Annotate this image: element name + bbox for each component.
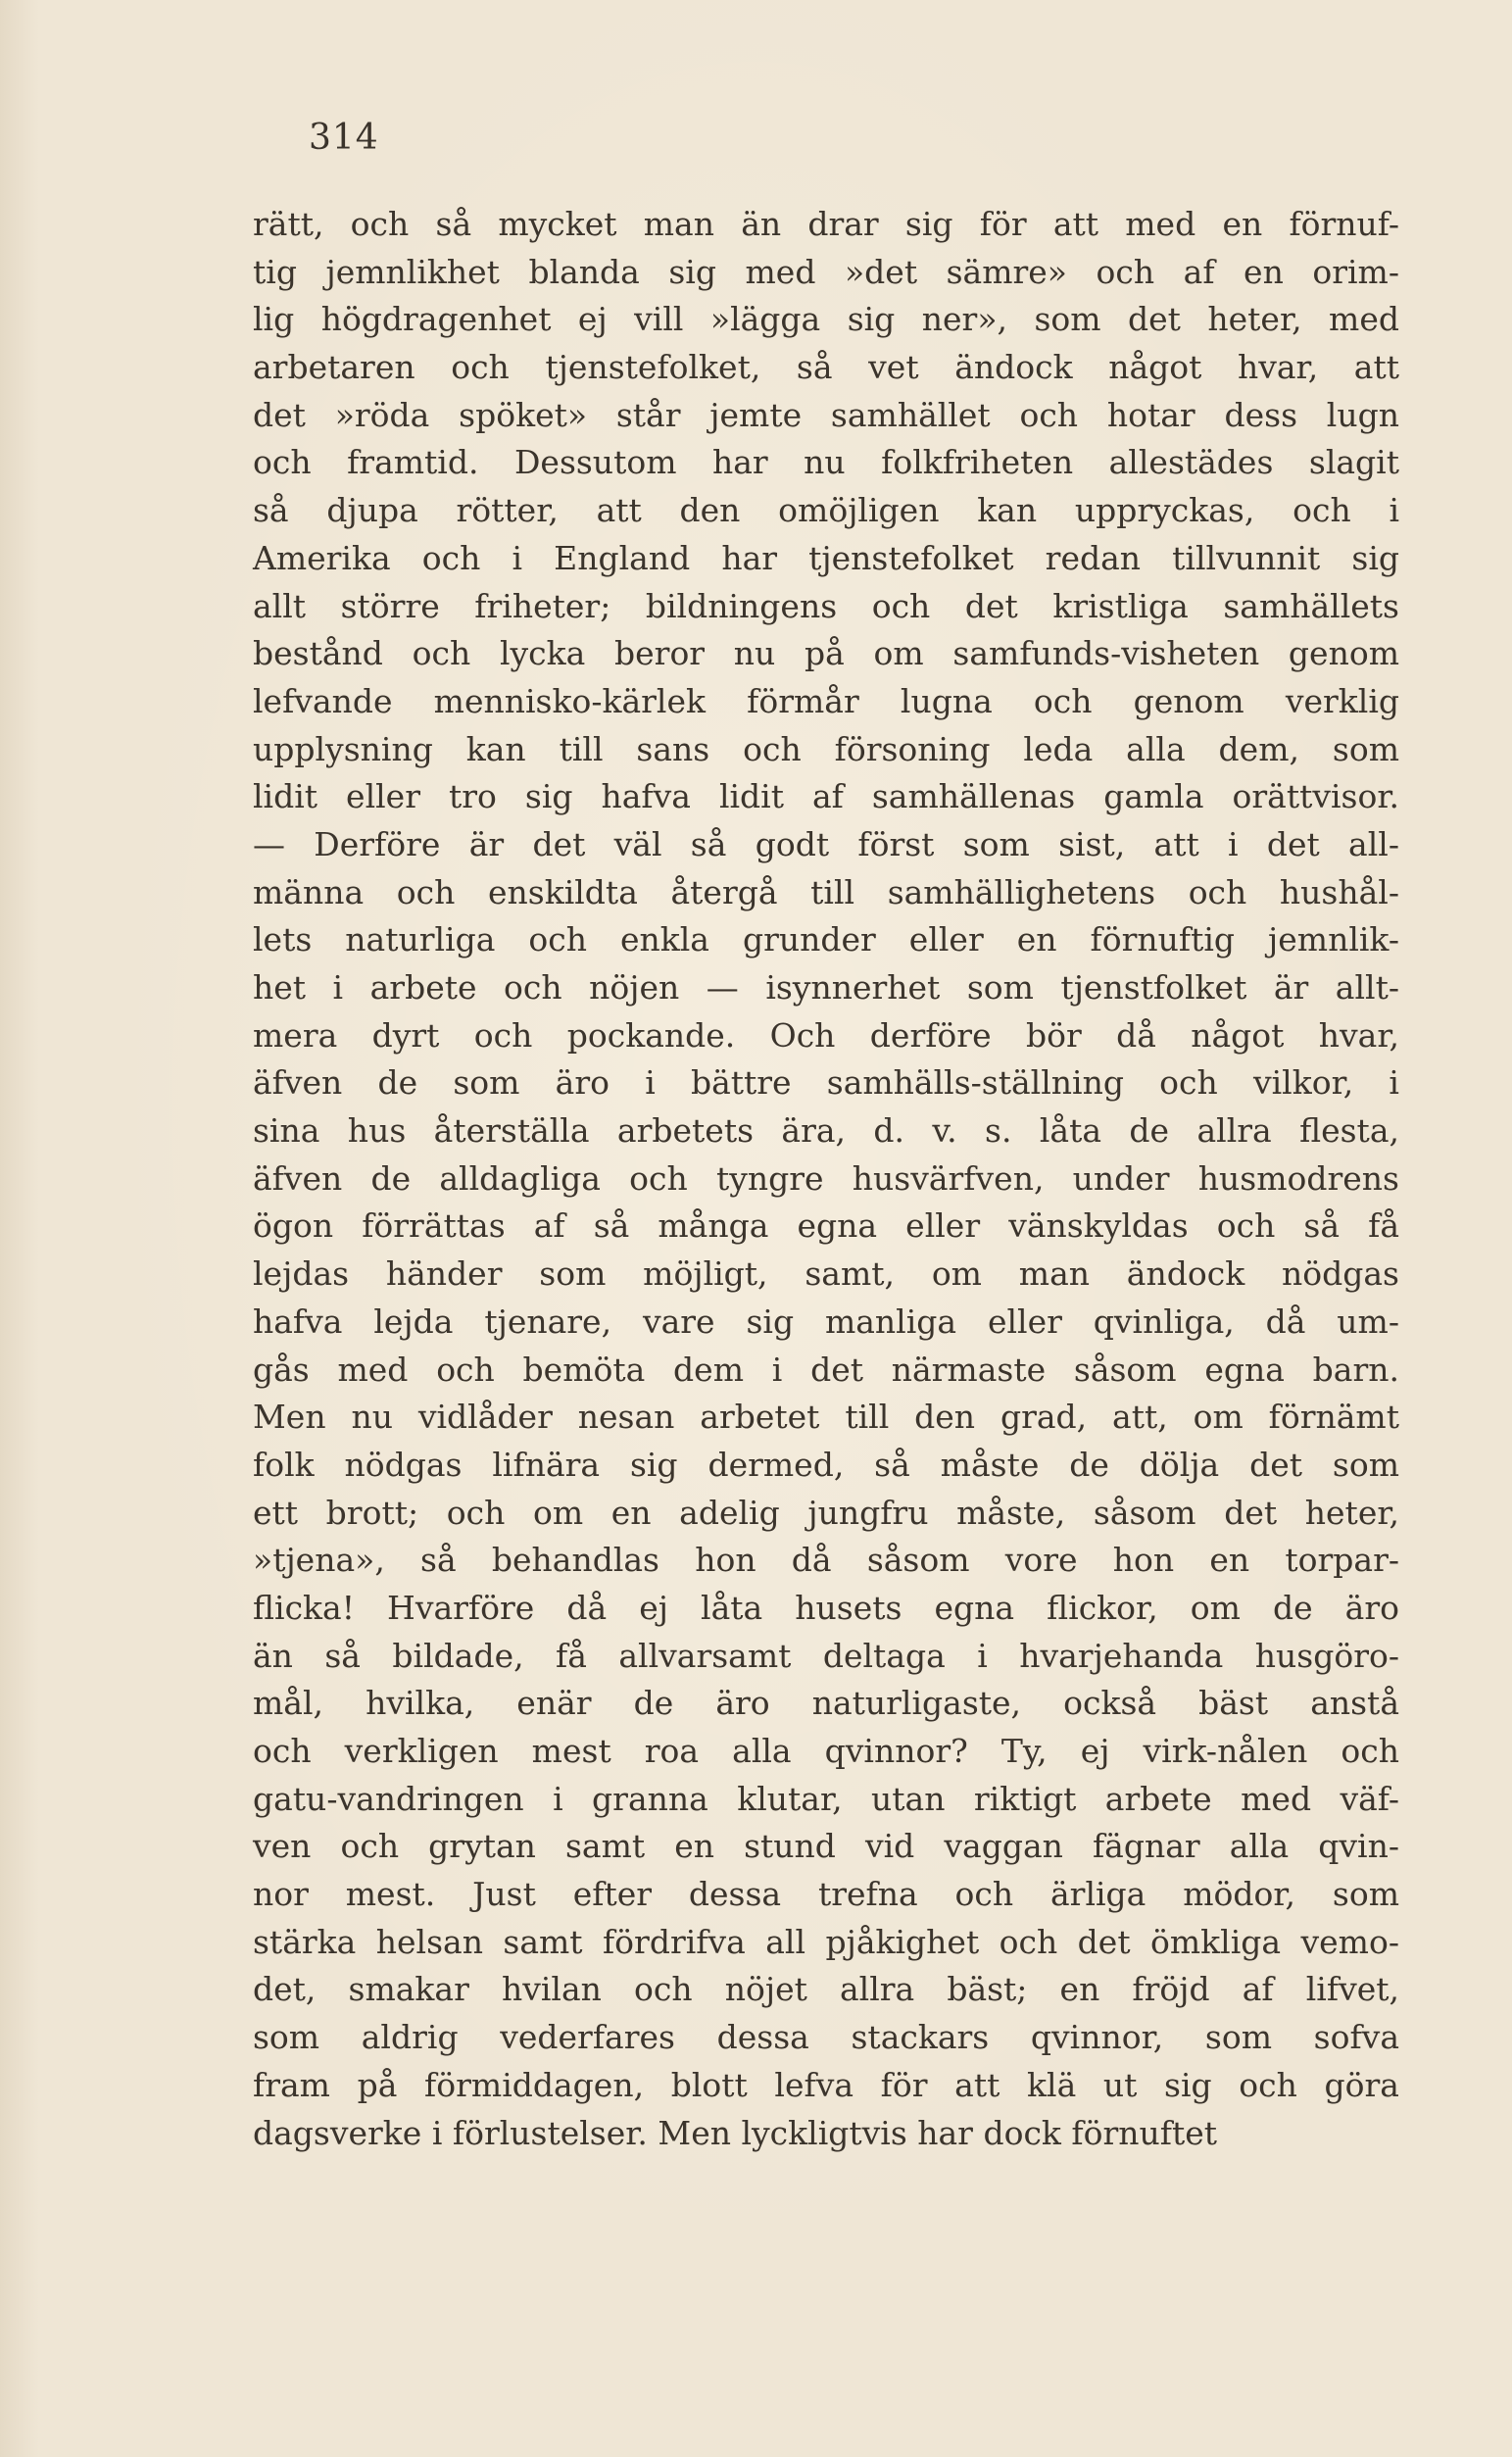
text-line: fram på förmiddagen, blott lefva för att klä ut sig och göra bbox=[253, 2065, 1399, 2104]
text-line: folk nödgas lifnära sig dermed, så måste de dölja det som bbox=[253, 1445, 1399, 1484]
text-line: Amerika och i England har tjenstefolket redan tillvunnit sig bbox=[253, 538, 1399, 577]
text-line: nor mest. Just efter dessa trefna och ärliga mödor, som bbox=[253, 1875, 1399, 1914]
text-line: lets naturliga och enkla grunder eller en förnuftig jemnlik- bbox=[253, 920, 1399, 959]
text-line: äfven de som äro i bättre samhälls-ställning och vilkor, i bbox=[253, 1063, 1399, 1103]
text-line: het i arbete och nöjen — isynnerhet som tjenstfolket är allt- bbox=[253, 968, 1399, 1007]
text-line: lidit eller tro sig hafva lidit af samhällenas gamla orättvisor. bbox=[253, 777, 1399, 816]
text-line: ett brott; och om en adelig jungfru måste, såsom det heter, bbox=[253, 1493, 1399, 1532]
text-line: gås med och bemöta dem i det närmaste såsom egna barn. bbox=[253, 1350, 1399, 1389]
text-line: allt större friheter; bildningens och det kristliga samhällets bbox=[253, 586, 1399, 625]
text-line: mera dyrt och pockande. Och derföre bör då något hvar, bbox=[253, 1015, 1399, 1055]
text-line: upplysning kan till sans och försoning leda alla dem, som bbox=[253, 729, 1399, 768]
text-line: som aldrig vederfares dessa stackars qvinnor, som sofva bbox=[253, 2018, 1399, 2057]
text-line: gatu-vandringen i granna klutar, utan riktigt arbete med väf- bbox=[253, 1779, 1399, 1818]
text-line: och verkligen mest roa alla qvinnor? Ty, ej virk-nålen och bbox=[253, 1732, 1399, 1770]
text-line: äfven de alldagliga och tyngre husvärfven, under husmodrens bbox=[253, 1158, 1399, 1198]
text-line: rätt, och så mycket man än drar sig för att med en förnuf- bbox=[253, 205, 1399, 243]
text-line: arbetaren och tjenstefolket, så vet ändock något hvar, att bbox=[253, 348, 1399, 387]
page-number: 314 bbox=[309, 118, 379, 158]
body-text bbox=[253, 201, 1399, 2157]
text-line: och framtid. Dessutom har nu folkfriheten allestädes slagit bbox=[253, 443, 1399, 482]
text-line: ven och grytan samt en stund vid vaggan fägnar alla qvin- bbox=[253, 1827, 1399, 1866]
text-line: det »röda spöket» står jemte samhället och hotar dess lugn bbox=[253, 395, 1399, 434]
text-line: så djupa rötter, att den omöjligen kan uppryckas, och i bbox=[253, 491, 1399, 530]
text-line: Men nu vidlåder nesan arbetet till den grad, att, om förnämt bbox=[253, 1398, 1399, 1437]
text-line: »tjena», så behandlas hon då såsom vore hon en torpar- bbox=[253, 1541, 1399, 1580]
text-line: bestånd och lycka beror nu på om samfunds-visheten genom bbox=[253, 634, 1399, 673]
text-line: mål, hvilka, enär de äro naturligaste, också bäst anstå bbox=[253, 1684, 1399, 1723]
text-line: lig högdragenhet ej vill »lägga sig ner», som det heter, med bbox=[253, 300, 1399, 339]
text-line: lejdas händer som möjligt, samt, om man ändock nödgas bbox=[253, 1254, 1399, 1294]
text-line: stärka helsan samt fördrifva all pjåkighet och det ömkliga vemo- bbox=[253, 1922, 1399, 1961]
text-line: ögon förrättas af så många egna eller vänskyldas och så få bbox=[253, 1206, 1399, 1246]
text-line: sina hus återställa arbetets ära, d. v. s. låta de allra flesta, bbox=[253, 1111, 1399, 1151]
text-line: — Derföre är det väl så godt först som sist, att i det all- bbox=[253, 824, 1399, 863]
text-line: dagsverke i förlustelser. Men lyckligtvis har dock förnuftet bbox=[253, 2113, 1218, 2152]
text-line: hafva lejda tjenare, vare sig manliga eller qvinliga, då um- bbox=[253, 1302, 1399, 1341]
text-line: det, smakar hvilan och nöjet allra bäst; en fröjd af lifvet, bbox=[253, 1970, 1399, 2009]
text-line: männa och enskildta återgå till samhällighetens och hushål- bbox=[253, 872, 1399, 911]
text-line: än så bildade, få allvarsamt deltaga i hvarjehanda husgörо- bbox=[253, 1636, 1399, 1675]
text-line: tig jemnlikhet blanda sig med »det sämre» och af en orim- bbox=[253, 252, 1399, 291]
text-line: lefvande mennisko-kärlek förmår lugna och genom verklig bbox=[253, 681, 1399, 720]
text-line: flicka! Hvarföre då ej låta husets egna flickor, om de äro bbox=[253, 1588, 1399, 1627]
